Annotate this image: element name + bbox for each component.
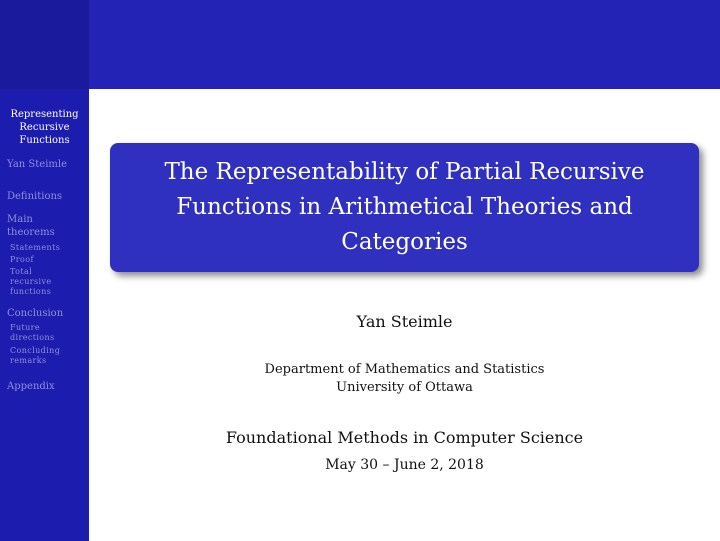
- nav-sub-label-line: directions: [10, 333, 55, 342]
- sidebar-navigation: [0, 108, 89, 393]
- presentation-date: May 30 – June 2, 2018: [325, 457, 484, 473]
- institution-line: Department of Mathematics and Statistics: [264, 362, 545, 377]
- institution: [89, 361, 720, 397]
- title-line: The Representability of Partial Recursive: [164, 159, 645, 185]
- nav-sub-label-line: remarks: [10, 356, 47, 365]
- nav-sub-label-line: functions: [10, 287, 52, 296]
- nav-sub-future-directions[interactable]: [10, 323, 89, 343]
- nav-sub-statements[interactable]: Statements: [10, 243, 61, 252]
- author-name: Yan Steimle: [356, 312, 453, 331]
- nav-sub-concluding-remarks[interactable]: [10, 346, 89, 366]
- nav-sub-label-line: Total: [10, 267, 33, 276]
- nav-section-definitions[interactable]: Definitions: [7, 191, 63, 202]
- short-title-line: Recursive: [19, 122, 70, 133]
- nav-sub-proof[interactable]: Proof: [10, 255, 34, 264]
- header-bar: [89, 0, 720, 89]
- presentation-title: [135, 155, 675, 260]
- title-box: [110, 143, 699, 272]
- nav-sub-total-recursive-functions[interactable]: [10, 267, 89, 297]
- sidebar-header-block: [0, 0, 89, 89]
- conference-name: Foundational Methods in Computer Science: [225, 428, 584, 447]
- sidebar-author[interactable]: Yan Steimle: [7, 159, 67, 170]
- short-title-line: Functions: [19, 135, 70, 146]
- nav-section-appendix[interactable]: Appendix: [7, 381, 55, 392]
- nav-section-label-line: Main: [7, 214, 33, 225]
- title-line: Categories: [341, 229, 468, 255]
- nav-sub-label-line: Future: [10, 323, 41, 332]
- nav-sub-label-line: Concluding: [10, 346, 61, 355]
- title-line: Functions in Arithmetical Theories and: [176, 194, 633, 220]
- nav-sub-label-line: recursive: [10, 277, 52, 286]
- institution-line: University of Ottawa: [336, 380, 473, 395]
- nav-section-main-theorems[interactable]: [7, 213, 89, 239]
- nav-section-conclusion[interactable]: Conclusion: [7, 308, 64, 319]
- sidebar-short-title[interactable]: [0, 108, 89, 147]
- short-title-line: Representing: [10, 109, 79, 120]
- nav-section-label-line: theorems: [7, 227, 55, 238]
